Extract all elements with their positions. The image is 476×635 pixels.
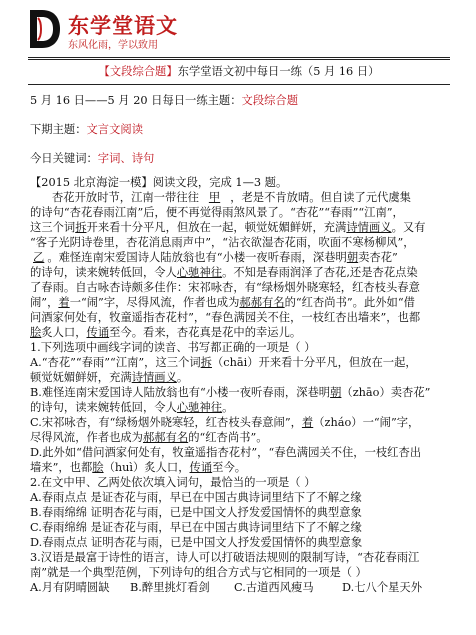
question-3-stem-cont: 南”就是一个典型范例，下列诗句的组合方式与它相同的一项是（ ） xyxy=(30,566,367,579)
keywords-label: 今日关键词： xyxy=(30,152,98,165)
text: 一“闹”字，尽得风流，作者也成为 xyxy=(69,296,240,309)
underlined-word: 诗情画义 xyxy=(131,371,177,384)
passage-line: “客子光阴诗卷里，杏花消息雨声中”，“沾衣欲湿杏花雨，吹面不寒杨柳风”， xyxy=(30,236,415,249)
header-rule-2 xyxy=(28,59,450,60)
logo xyxy=(28,6,228,52)
text: 炙人口， xyxy=(41,326,87,339)
underlined-word: 心驰神往 xyxy=(176,401,223,414)
text: 卖杏花” xyxy=(358,251,398,264)
text: 至今。 xyxy=(212,461,247,474)
q3-options xyxy=(30,580,450,595)
text: 闹”， xyxy=(30,296,59,309)
text: 的诗句，读来婉转低回，令人 xyxy=(30,266,177,279)
underlined-word: 着 xyxy=(58,296,70,309)
text: 开来看十分平凡，但放在一起，顿觉妩媚鲜妍，充满 xyxy=(86,221,347,234)
q2-option-b: B.春雨绵绵 证明杏花与雨，已是中国文人抒发爱国情怀的典型意象 xyxy=(30,506,362,519)
passage-line xyxy=(30,325,450,340)
text: 。不知是春雨润泽了杏花,还是杏花点染 xyxy=(222,266,418,279)
q1-option-b-cont xyxy=(30,400,450,415)
q1-option-d-cont xyxy=(30,460,450,475)
next-topic-label: 下期主题： xyxy=(30,123,87,136)
text: C.宋祁咏杏，有“绿杨烟外晓寒轻，红杏枝头春意闹”， xyxy=(30,416,302,429)
text: 。 xyxy=(222,401,234,414)
text: 杏花开放时节，江南一带往往 xyxy=(52,191,199,204)
underlined-word: 郝郝有名 xyxy=(239,296,285,309)
next-topic xyxy=(30,122,450,137)
text: 。难怪连南宋爱国诗人陆放翁也有“小楼一夜听春雨，深巷明 xyxy=(47,251,347,264)
text: 尽得风流，作者也成为 xyxy=(30,431,143,444)
underlined-word: 着 xyxy=(301,416,314,429)
text: 这三个词 xyxy=(30,221,76,234)
question-2-stem: 2.在文中甲、乙两处依次填入词句，最恰当的一项是（ ） xyxy=(30,476,316,489)
text: （zháo）一“闹”字， xyxy=(313,416,420,429)
passage-line xyxy=(30,220,450,235)
passage-line: 问酒家何处有，牧童遥指杏花村”，“春色满园关不住，一枝红杏出墙来”，也都 xyxy=(30,311,421,324)
text: 顿觉妩媚鲜妍，充满 xyxy=(30,371,132,384)
text: 的“红杏尚书”。此外如“借 xyxy=(284,296,415,309)
underlined-word: 传诵 xyxy=(86,326,110,339)
topic-range xyxy=(30,93,450,108)
doc-title-bracket: 【文段综合题】 xyxy=(98,65,178,78)
text: ，老是不肯放晴。但自读了元代虞集 xyxy=(230,191,411,204)
q3-option-c: C.古道西风瘦马 xyxy=(234,581,314,594)
underlined-word: 拆 xyxy=(75,221,87,234)
underlined-word: 传诵 xyxy=(189,461,213,474)
title-rule xyxy=(28,84,450,85)
logo-d-icon xyxy=(28,8,62,50)
keywords xyxy=(30,151,450,166)
passage-line xyxy=(30,295,450,310)
question-1-stem: 1.下列选项中画线字词的读音、书写都正确的一项是（ ） xyxy=(30,341,316,354)
text: （zhāo）卖杏花” xyxy=(341,386,431,399)
q2-option-a: A.春雨点点 是证杏花与雨，早已在中国古典诗词里结下了不解之缘 xyxy=(30,491,362,504)
text: （huì）炙人口， xyxy=(103,461,190,474)
question-3-stem: 3.汉语是最富于诗性的语言，诗人可以打破语法规则的限制写诗，“杏花春雨江 xyxy=(30,551,420,564)
blank-yi: 乙 xyxy=(33,251,45,264)
logo-title: 东学堂语文 xyxy=(68,14,178,38)
doc-title xyxy=(28,64,450,79)
text: 墙来”，也都 xyxy=(30,461,93,474)
logo-slogan: 东风化雨，学以致用 xyxy=(68,40,158,51)
q1-option-a xyxy=(30,355,450,370)
passage-line: 了春雨。自古咏杏诗颇多佳作：宋祁咏杏，有“绿杨烟外晓寒轻，红杏枝头春意 xyxy=(30,281,420,294)
passage-line xyxy=(30,265,450,280)
underlined-word: 诗情画义 xyxy=(346,221,392,234)
text: A.“杏花”“春雨”“江南”，这三个词 xyxy=(30,356,201,369)
blank-jia: 甲 xyxy=(208,191,221,204)
doc-title-rest: 东学堂语文初中每日一练（5 月 16 日） xyxy=(177,65,380,78)
text: 。又有 xyxy=(391,221,426,234)
passage-line xyxy=(52,190,472,205)
text: B.难怪连南宋爱国诗人陆放翁也有“小楼一夜听春雨，深巷明 xyxy=(30,386,331,399)
q1-option-a-cont xyxy=(30,370,450,385)
q1-option-d: D.此外如“借问酒家何处有，牧童遥指杏花村”，“春色满园关不住，一枝红杏出 xyxy=(30,446,422,459)
underlined-word: 朝 xyxy=(346,251,359,264)
passage-line: 的诗句“杏花春雨江南”后，便不再觉得雨煞风景了。“杏花”“春雨”“江南”， xyxy=(30,206,404,219)
passage-line xyxy=(30,250,450,265)
q1-option-b xyxy=(30,385,450,400)
q3-option-d: D.七八个星天外 xyxy=(342,581,423,594)
underlined-word: 心驰神往 xyxy=(176,266,223,279)
q1-option-c-cont xyxy=(30,430,450,445)
next-topic-value: 文言文阅读 xyxy=(86,123,143,136)
keywords-value: 字词、诗句 xyxy=(97,152,155,165)
topic-range-label: 5 月 16 日——5 月 20 日每日一练主题： xyxy=(30,94,242,107)
underlined-word: 郝郝有名 xyxy=(142,431,189,444)
q2-option-d: D.春雨点点 证明杏花与雨，已是中国文人抒发爱国情怀的典型意象 xyxy=(30,536,363,549)
q3-option-b: B.醉里挑灯看剑 xyxy=(130,581,210,594)
underlined-word: 朝 xyxy=(330,386,342,399)
underlined-word: 拆 xyxy=(200,356,212,369)
passage-intro: 【2015 北京海淀一模】阅读文段，完成 1—3 题。 xyxy=(30,176,288,189)
topic-range-value: 文段综合题 xyxy=(241,94,299,107)
header-rule xyxy=(28,57,450,58)
text: 的诗句，读来婉转低回，令人 xyxy=(30,401,177,414)
underlined-word: 脍 xyxy=(30,326,42,339)
text: 的“红杏尚书”。 xyxy=(188,431,268,444)
q1-option-c xyxy=(30,415,450,430)
text: （chāi）开来看十分平凡，但放在一起， xyxy=(211,356,417,369)
q2-option-c: C.春雨绵绵 是证杏花与雨，早已在中国古典诗词里结下了不解之缘 xyxy=(30,521,362,534)
q3-option-a: A.月有阴晴圆缺 xyxy=(30,581,110,594)
underlined-word: 脍 xyxy=(92,461,104,474)
text: 。 xyxy=(176,371,189,384)
text: 至今。看来，杏花真是花中的幸运儿。 xyxy=(109,326,302,339)
